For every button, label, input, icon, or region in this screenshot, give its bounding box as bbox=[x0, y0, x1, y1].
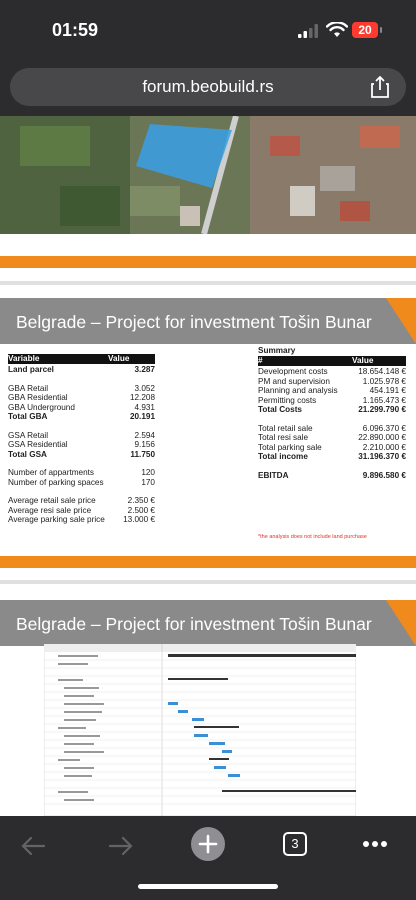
row-label: GSA Retail bbox=[8, 430, 49, 440]
table-row bbox=[258, 396, 406, 405]
table-row bbox=[258, 367, 406, 376]
table-header bbox=[258, 356, 406, 366]
row-label: Number of parking spaces bbox=[8, 477, 104, 487]
table-row bbox=[8, 431, 155, 440]
row-value: 454.191 € bbox=[369, 386, 406, 395]
slide-gap bbox=[0, 580, 416, 584]
battery-tip bbox=[380, 27, 382, 33]
slide-divider-orange bbox=[0, 556, 416, 568]
table-row bbox=[258, 433, 406, 442]
row-value: 13.000 € bbox=[123, 515, 155, 524]
table-header bbox=[8, 354, 155, 364]
battery-indicator: 20 bbox=[352, 22, 378, 38]
table-row bbox=[258, 377, 406, 386]
row-value: 6.096.370 € bbox=[362, 423, 406, 433]
row-label: Total Costs bbox=[258, 405, 302, 414]
table-row bbox=[258, 386, 406, 395]
row-label: EBITDA bbox=[258, 470, 289, 480]
row-label: Number of appartments bbox=[8, 468, 95, 477]
table-row bbox=[8, 478, 155, 487]
row-label: GBA Retail bbox=[8, 383, 49, 393]
row-value: 4.931 bbox=[134, 402, 155, 412]
new-tab-icon[interactable] bbox=[190, 826, 226, 862]
row-label: Total parking sale bbox=[258, 442, 322, 452]
row-label: Average resi sale price bbox=[8, 505, 92, 515]
row-value: 9.156 bbox=[134, 440, 155, 449]
row-label: Total GSA bbox=[8, 449, 47, 459]
aerial-map-image bbox=[0, 116, 416, 234]
row-value: 22.890.000 € bbox=[358, 433, 406, 442]
row-value: 18.654.148 € bbox=[358, 367, 406, 376]
row-label: Permitting costs bbox=[258, 395, 317, 405]
table-row bbox=[8, 440, 155, 449]
table-row bbox=[8, 393, 155, 402]
tabs-icon[interactable]: 3 bbox=[283, 832, 307, 856]
row-label: Planning and analysis bbox=[258, 386, 338, 395]
row-value: 2.500 € bbox=[127, 505, 155, 515]
row-value: 3.287 bbox=[134, 365, 155, 374]
table-row bbox=[8, 365, 155, 374]
slide-divider-orange bbox=[0, 256, 416, 268]
status-bar bbox=[0, 0, 416, 58]
slide-title: Belgrade – Project for investment Tošin Bunar bbox=[16, 614, 372, 634]
row-label: Development costs bbox=[258, 367, 328, 376]
slide-header-accent bbox=[386, 298, 416, 344]
header-number: # bbox=[258, 356, 263, 365]
row-value: 20.191 bbox=[129, 412, 155, 421]
row-value: 21.299.790 € bbox=[358, 405, 406, 414]
slide-title: Belgrade – Project for investment Tošin Bunar bbox=[16, 312, 372, 332]
table-row bbox=[258, 452, 406, 461]
table-row bbox=[8, 384, 155, 393]
more-icon[interactable] bbox=[362, 840, 388, 848]
table-row bbox=[8, 506, 155, 515]
row-value: 2.210.000 € bbox=[362, 442, 406, 452]
wifi-icon bbox=[326, 22, 348, 38]
row-label: Average parking sale price bbox=[8, 515, 105, 524]
row-label: Total resi sale bbox=[258, 433, 309, 442]
header-value: Value bbox=[352, 356, 374, 365]
signal-icon bbox=[298, 24, 320, 38]
home-indicator[interactable] bbox=[138, 884, 278, 889]
url-text[interactable]: forum.beobuild.rs bbox=[142, 77, 274, 96]
row-value: 9.896.580 € bbox=[362, 470, 406, 480]
header-variable: Variable bbox=[8, 354, 40, 363]
table-row bbox=[258, 443, 406, 452]
back-icon[interactable] bbox=[20, 836, 46, 856]
row-value: 2.594 bbox=[134, 430, 155, 440]
row-label: GSA Residential bbox=[8, 440, 68, 449]
row-value: 3.052 bbox=[134, 383, 155, 393]
table-row bbox=[8, 450, 155, 459]
slide-header-accent bbox=[386, 600, 416, 646]
share-icon[interactable] bbox=[370, 76, 390, 98]
gantt-chart-image bbox=[44, 644, 356, 816]
page-content[interactable] bbox=[0, 116, 416, 816]
table-row bbox=[8, 496, 155, 505]
row-value: 120 bbox=[141, 468, 155, 477]
row-label: Land parcel bbox=[8, 365, 54, 374]
row-label: GBA Residential bbox=[8, 393, 68, 402]
row-value: 170 bbox=[141, 477, 155, 487]
table-row bbox=[258, 405, 406, 414]
table-row bbox=[8, 412, 155, 421]
table-row bbox=[8, 515, 155, 524]
variables-table bbox=[8, 354, 155, 544]
row-label: Total income bbox=[258, 452, 308, 461]
row-value: 1.025.978 € bbox=[362, 376, 406, 386]
summary-title: Summary bbox=[258, 346, 296, 355]
table-row bbox=[258, 471, 406, 480]
forward-icon[interactable] bbox=[108, 836, 134, 856]
row-label: Total GBA bbox=[8, 412, 48, 421]
header-value: Value bbox=[108, 354, 130, 363]
clock: 01:59 bbox=[52, 20, 99, 40]
row-value: 12.208 bbox=[129, 393, 155, 402]
row-value: 11.750 bbox=[130, 449, 155, 459]
row-label: PM and supervision bbox=[258, 376, 330, 386]
row-label: Average retail sale price bbox=[8, 496, 96, 505]
row-value: 2.350 € bbox=[127, 496, 155, 505]
slide-gap bbox=[0, 281, 416, 285]
row-value: 31.196.370 € bbox=[358, 452, 406, 461]
row-label: Total retail sale bbox=[258, 423, 313, 433]
table-row bbox=[258, 424, 406, 433]
summary-table bbox=[258, 346, 406, 536]
row-label: GBA Underground bbox=[8, 402, 75, 412]
table-row bbox=[8, 468, 155, 477]
table-row bbox=[8, 403, 155, 412]
row-value: 1.165.473 € bbox=[362, 395, 406, 405]
footnote: *the analysis does not include land purchase bbox=[258, 534, 367, 540]
